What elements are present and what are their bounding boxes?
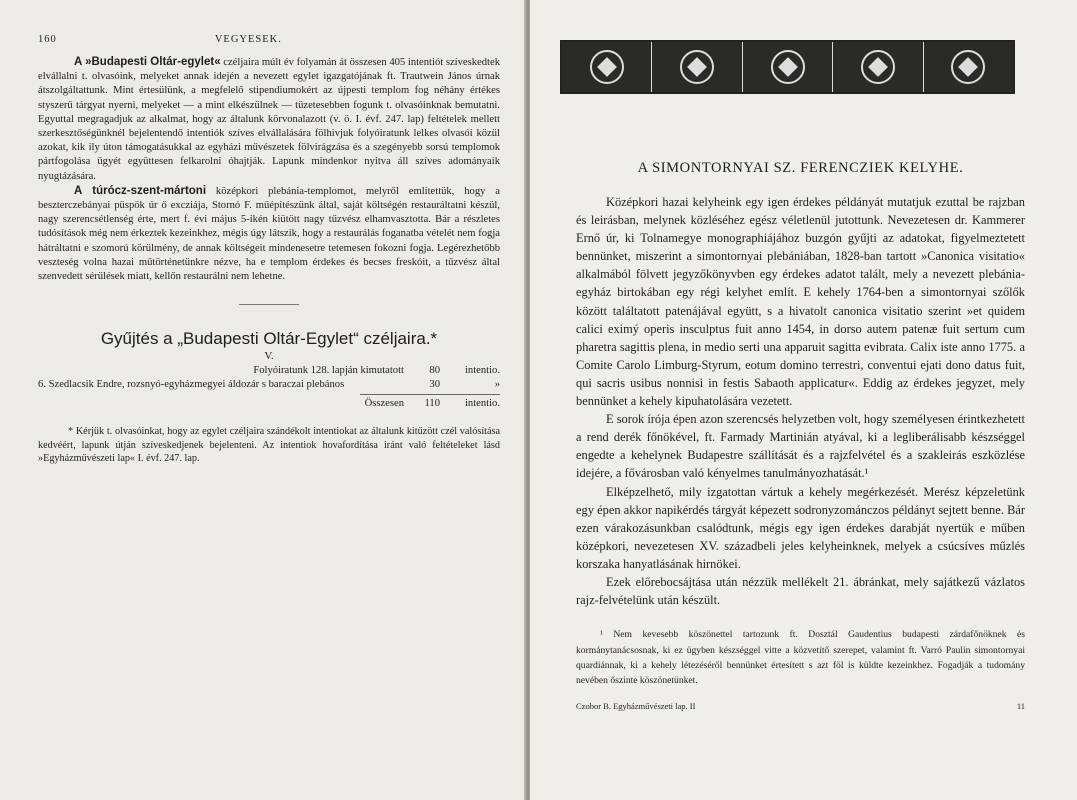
banner-ornament — [562, 42, 652, 92]
row-desc: 6. Szedlacsik Endre, rozsnyó-egyházmegyei áldozár s baraczai plebános — [38, 379, 345, 391]
collection-title: Gyűjtés a „Budapesti Oltár-Egylet“ czéljaira.* — [100, 329, 438, 349]
left-running-head — [38, 34, 500, 45]
row-unit: » — [494, 379, 500, 391]
turocz-lead: A túrócz-szent-mártoni — [74, 184, 207, 197]
row-amount: 110 — [424, 398, 440, 410]
page-number: 160 — [38, 34, 57, 45]
article-title: A SIMONTORNYAI SZ. FERENCZIEK KELYHE. — [637, 160, 964, 176]
collection-number: V. — [264, 350, 274, 363]
floral-ornament-icon — [771, 50, 805, 84]
row-amount: 80 — [429, 365, 440, 377]
banner-ornament — [652, 42, 742, 92]
banner-ornament — [743, 42, 833, 92]
oltar-egylet-text: czéljaira múlt év folyamán át összesen 405 intentiót szíveskedtek elvállalni t. olvasóink, melyeket annak idején a nevezett egylet igazgatójának ft. Trautwein János úrnak átszolgáltattunk. Mint értesülünk, a megfelelő stipendiumokért az újpesti templom fog néhány értékes styszerű tárgyat nyerni, melyeket — a mint elkészülnek — tüzetesebben fogunk t. olvasóinknak bemutatni. Egyuttal megragadjuk az alkalmat, hogy az általunk körvonalazott (v. ö. I. évf. 247. lap) feltételek mellett szerkesztőségünknél bejelentendő intentiók szíves elvállalására fölhivjuk folyóiratunk lelkes olvasói közül azokat, kik ily úton támogatásukkal az egyházi művészetek fölvirágzása és a szegényebb sorsú templomok pártfogolása ügyét együttesen felkarolni óhajtják. Lapunk mindenkor nyitva áll szíves adományaik nyugtázására. — [38, 57, 500, 182]
section-divider — [239, 304, 299, 305]
floral-ornament-icon — [951, 50, 985, 84]
article-paragraph: Elképzelhető, mily izgatottan vártuk a kehely megérkezését. Merész képzeletünk egy épen akkor napikérdés tárgyát képezett sodronyzománczos példányt sejtett benne. Bár ezen várakozásunkban csalódtunk, mégis egy igen érdekes darabját nyertük e műben középkori, nevezetesen XV. századbeli jeles kelyheinknek, melyek a csúcsíves műzlés korszaka hanyatlásának hirnökei. — [576, 484, 1025, 571]
oltar-egylet-paragraph — [38, 55, 500, 184]
left-page — [0, 0, 526, 800]
signature-mark: Czobor B. Egyházművészeti lap. II — [576, 700, 696, 711]
row-amount: 30 — [429, 379, 440, 391]
floral-ornament-icon — [861, 50, 895, 84]
oltar-egylet-lead: A »Budapesti Oltár-egylet« — [74, 56, 221, 68]
turocz-paragraph — [38, 184, 500, 284]
right-footnote: ¹ Nem kevesebb köszönettel tartozunk ft. Dosztál Gaudentius budapesti zárdafőnöknek és kormánytanácsosnak, ki ez ügyben készséggel vitte a közvetítő szerepet, valamint ft. Varró Paulin simontornyai quardiánnak, ki a kehely létezéséről bennünket értesített s azt föl is küldte kezeinkhez. Fogadják a tudomány nevében őszinte köszönetünket. — [576, 629, 1025, 687]
floral-ornament-icon — [590, 50, 624, 84]
signature-number: 11 — [1016, 700, 1025, 711]
collection-total-row — [38, 397, 500, 411]
running-head-title: VEGYESEK. — [214, 34, 282, 45]
left-footnote: * Kérjük t. olvasóinkat, hogy az egylet czéljaira szándékolt intentiokat az általunk kitűzött czél valósítása kedvéért, lapunk útján szíveskedjenek bejelenteni. Az intentiok hovafordítása iránt való feltételeket lásd »Egyházművészeti lap« I. évf. 247. lap. — [38, 426, 500, 465]
row-desc: Folyóiratunk 128. lapján kimutatott — [253, 365, 404, 377]
banner-ornament — [833, 42, 923, 92]
right-page-footer — [576, 701, 1025, 711]
article-paragraph: Ezek előrebocsájtása után nézzük mellékelt 21. ábránkat, mely sajátkezű vázlatos rajz-felvételünk után készült. — [576, 574, 1025, 608]
collection-row — [38, 378, 500, 392]
banner-ornament — [924, 42, 1013, 92]
article-paragraph: E sorok írója épen azon szerencsés helyzetben volt, hogy személyesen érintkezhetett a rend derék főnökével, ft. Farmady Martinián atyával, ki a legliberálisabb készséggel engedte a kehelynek Budapestre szállítását és a rajzfelvétel és a szakleirás eszközlése idejére, a fővárosban való kényelmes tanulmányozhatását.¹ — [576, 412, 1025, 481]
collection-row — [38, 364, 500, 378]
turocz-text: középkori plebánia-templomot, melyről említettük, hogy a beszterczebányai püspök úr ő excziája, Stornó F. műépítészünk által, saját költségén restauráltatni készül, nagy szerencsétlenség érte, mert f. évi május 5-ikén kiütött nagy tűzvész elhamvasztotta. Bár a részletes tudósítások még nem érkeztek kezeinkhez, mégis úgy látszik, hogy a restaurálás foganatba vételét nem fogja hátráltatni e szomorú körülmény, de annak költségeit mindenesetre tetemesen fokozni fogja. Legérezhetőbb veszteség volna hazai műtörténetünkre nézve, ha e templom érdekes és becses freskóit, a tűzvész által szenvedett sérülések miatt, kellőn restaurálni nem lehetne. — [38, 185, 500, 283]
sum-rule — [360, 394, 500, 395]
row-unit: intentio. — [464, 398, 500, 410]
row-desc: Összesen — [364, 398, 404, 410]
ornamental-banner — [560, 40, 1015, 94]
row-unit: intentio. — [464, 365, 500, 377]
right-page — [530, 0, 1077, 800]
floral-ornament-icon — [680, 50, 714, 84]
article-paragraph: Középkori hazai kelyheink egy igen érdekes példányát mutatjuk ezuttal be rajzban és leirásban, melynek közléséhez egész véletlenül jutottunk. Nevezetesen dr. Kammerer Ernő úr, ki Tolnamegye monographiájához buzgón gyűjti az adatokat, figyelmeztetett bennünket, miszerint a simontornyai plebániában, 1828-ban tartott »Canonica visitatio« alkalmából fölvett jegyzőkönyvben egy érdekes adatot talált, mely a nevezett plebánia-egyház birtokában egy régi kelyhet említ. E kehely 1764-ben a simontornyai szőlők között találtatott patenájával együtt, s a hivatolt canonica visitatio szerint »et quidem calici eximý operis insculptus fuit anno 1454, in dorso autem patenæ fuit sertum cum pharetra sagittis plena, in medio serti una apparuit sagitta evibrata. Calix iste anno 1775. a Comite Carolo Limburg-Styrum, eotum domino terrestri, conventui ejati dono datus fuit, qui sacris usibus nonnisi in festis Sabaoth applicatur«. Eddig az érdekes jegyzet, mely bennünket a kehely kipuhatolására vezetett. — [576, 195, 1025, 409]
